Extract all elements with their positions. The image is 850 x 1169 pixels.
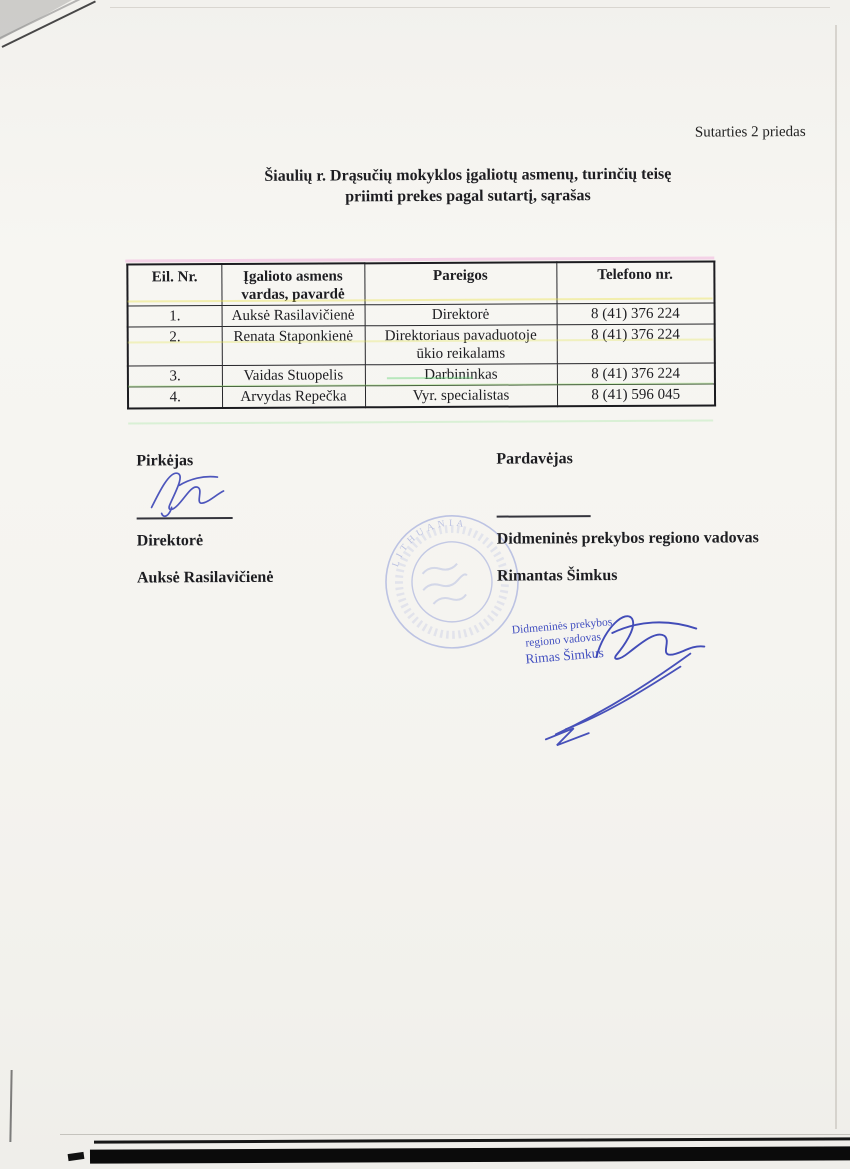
- annex-label: Sutarties 2 priedas: [694, 124, 806, 141]
- cell-phone: 8 (41) 376 224: [557, 363, 715, 385]
- buyer-title: Direktorė: [136, 532, 204, 550]
- scan-edge-top: [110, 7, 830, 8]
- seller-title: Didmeninės prekybos regiono vadovas: [496, 529, 759, 548]
- cell-nr: 2.: [128, 327, 222, 366]
- cell-position: Darbininkas: [365, 364, 557, 386]
- stamp-arc-text: LITHUANIA: [391, 518, 469, 569]
- stamp-note-name: Rimas Šimkus: [524, 644, 605, 667]
- buyer-signature: [145, 461, 255, 524]
- col-header-nr: Eil. Nr.: [127, 264, 221, 306]
- stamp-center-text-lines: [418, 559, 473, 608]
- cell-position: Direktoriaus pavaduotoje ūkio reikalams: [365, 325, 557, 365]
- seller-label: Pardavėjas: [496, 450, 573, 468]
- scan-edge-bottom-shadow: [60, 1134, 850, 1135]
- cell-name: Arvydas Repečka: [222, 386, 365, 408]
- buyer-name: Auksė Rasilavičienė: [136, 568, 274, 587]
- table-row-2: [128, 324, 715, 366]
- cell-nr: 4.: [128, 387, 222, 409]
- stamp-note-line-1: Didmeninės prekybos: [511, 616, 613, 637]
- cell-phone: 8 (41) 376 224: [557, 324, 715, 364]
- cell-name: Auksė Rasilavičienė: [222, 305, 365, 327]
- cell-nr: 3.: [128, 366, 222, 387]
- scan-edge-right: [835, 25, 837, 1129]
- cell-name: Vaidas Stuopelis: [222, 365, 365, 387]
- document-title: [118, 163, 818, 209]
- col-header-position: Pareigos: [364, 262, 556, 305]
- seller-signature-flourish: [530, 638, 731, 759]
- table-header-row: [127, 261, 714, 306]
- cell-name: Renata Staponkienė: [222, 326, 365, 366]
- col-header-phone: Telefono nr.: [556, 261, 714, 303]
- title-line-2: priimti prekes pagal sutartį, sąrašas: [345, 187, 591, 206]
- cell-nr: 1.: [128, 306, 222, 327]
- cell-phone: 8 (41) 596 045: [557, 384, 715, 406]
- col-header-name: Įgalioto asmens vardas, pavardė: [221, 263, 364, 305]
- table-row-4: [128, 384, 715, 409]
- authorized-persons-table: [126, 260, 716, 409]
- cell-position: Direktorė: [365, 304, 557, 326]
- title-line-1: Šiaulių r. Drąsučių mokyklos įgaliotų asmenų, turinčių teisę: [264, 165, 672, 185]
- stamp-note-line-2: regiono vadovas: [524, 631, 602, 650]
- cell-position: Vyr. specialistas: [365, 385, 557, 408]
- seller-name: Rimantas Šimkus: [496, 566, 618, 585]
- scan-artifact: [128, 419, 713, 424]
- buyer-label: Pirkėjas: [136, 452, 194, 470]
- cell-phone: 8 (41) 376 224: [557, 303, 715, 325]
